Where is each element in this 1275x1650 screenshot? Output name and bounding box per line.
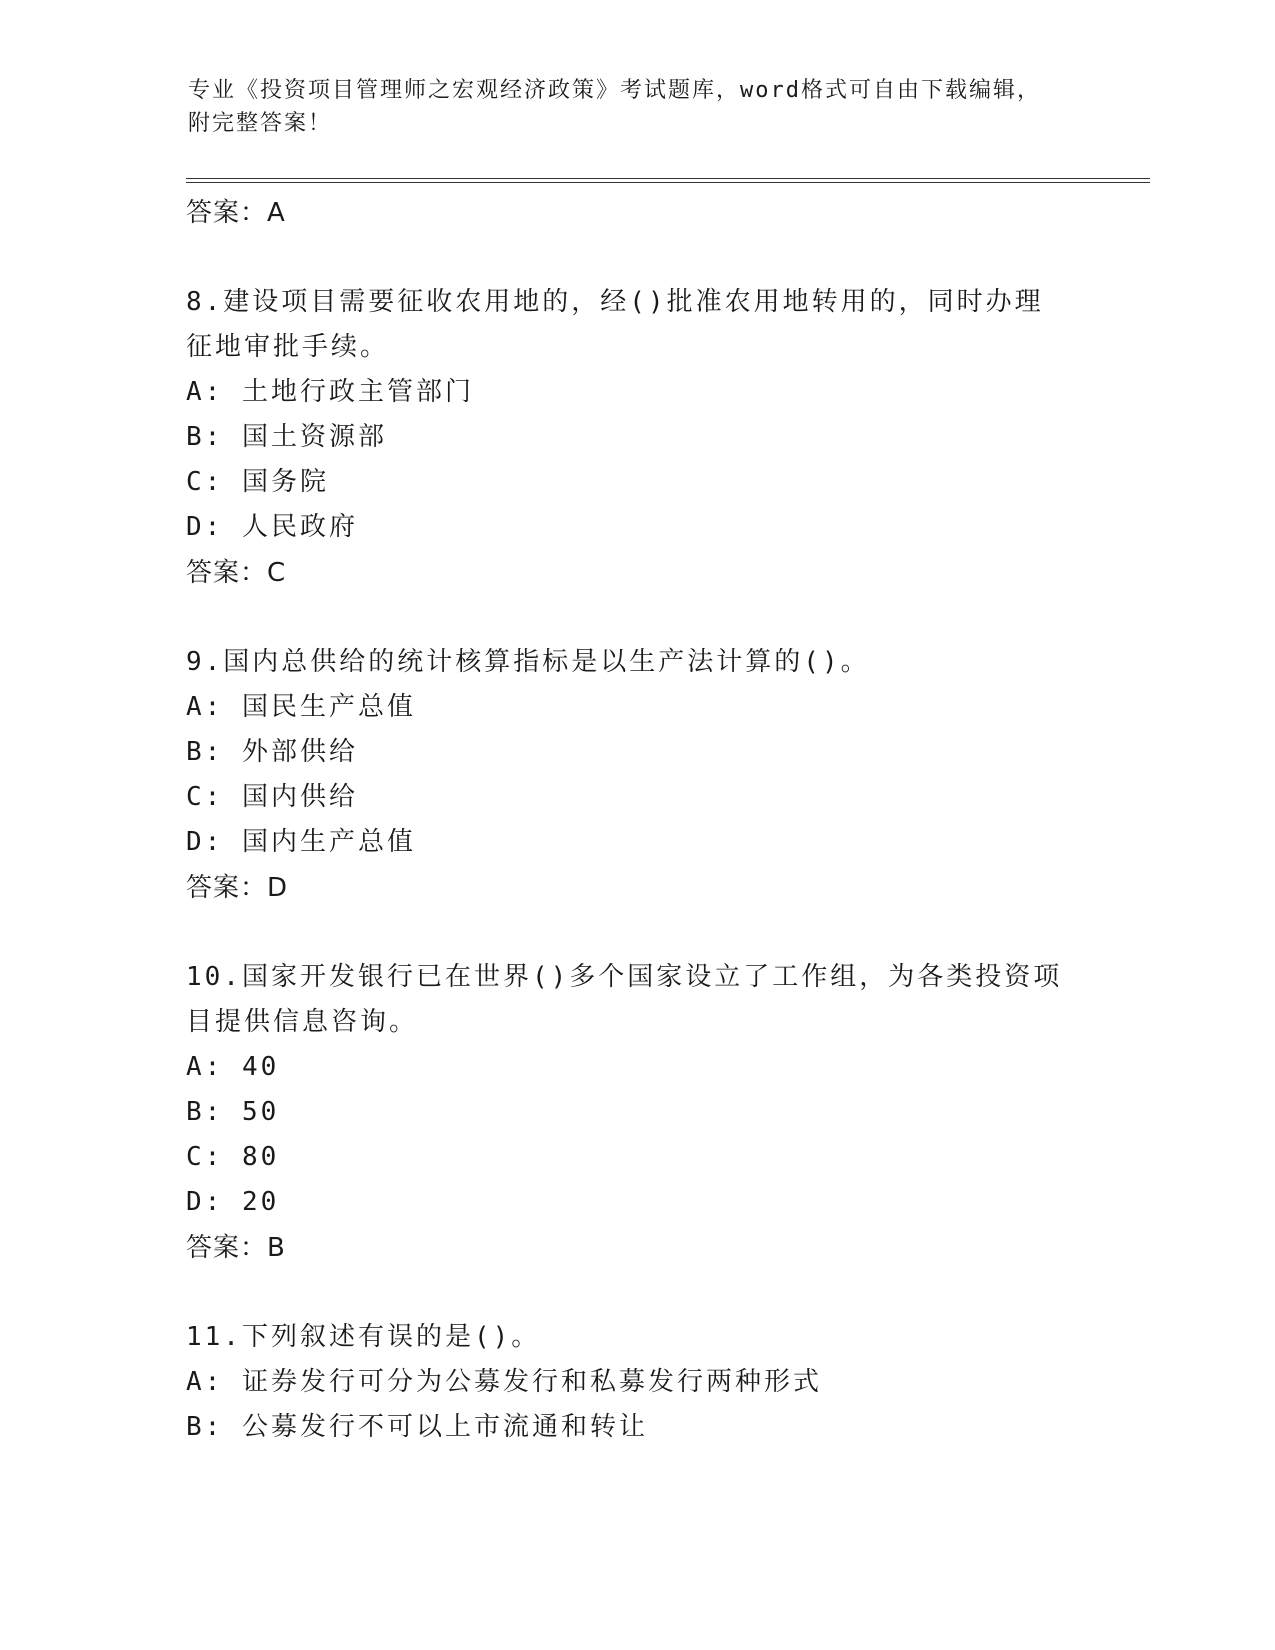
document-content [186,190,1086,1494]
question-stem: 8.建设项目需要征收农用地的，经()批准农用地转用的，同时办理征地审批手续。 [186,287,1044,362]
option-c: C: 国内供给 [186,782,358,812]
header-line-1: 专业《投资项目管理师之宏观经济政策》考试题库，word格式可自由下载编辑， [188,78,1041,103]
option-a: A: 证券发行可分为公募发行和私募发行两种形式 [186,1367,822,1397]
question-9 [186,640,1086,911]
answer-line: 答案：D [186,873,289,903]
option-c: C: 国务院 [186,467,329,497]
document-header [188,74,1088,140]
option-b: B: 公募发行不可以上市流通和转让 [186,1412,648,1442]
option-a: A: 40 [186,1052,280,1082]
option-b: B: 50 [186,1097,280,1127]
header-divider-bottom [186,182,1150,183]
answer-line: 答案：B [186,1233,286,1263]
answer-line: 答案：A [186,198,286,228]
header-divider-top [186,178,1150,179]
option-c: C: 80 [186,1142,280,1172]
header-line-2: 附完整答案！ [188,111,333,136]
answer-line: 答案：C [186,558,287,588]
question-8 [186,280,1086,596]
option-b: B: 外部供给 [186,737,358,767]
option-b: B: 国土资源部 [186,422,387,452]
option-d: D: 国内生产总值 [186,827,416,857]
option-a: A: 国民生产总值 [186,692,416,722]
option-d: D: 人民政府 [186,512,358,542]
question-10 [186,955,1086,1271]
question-stem: 9.国内总供给的统计核算指标是以生产法计算的()。 [186,647,870,677]
option-d: D: 20 [186,1187,280,1217]
option-a: A: 土地行政主管部门 [186,377,474,407]
question-11 [186,1315,1086,1450]
question-stem: 10.国家开发银行已在世界()多个国家设立了工作组，为各类投资项目提供信息咨询。 [186,962,1063,1037]
question-stem: 11.下列叙述有误的是()。 [186,1322,541,1352]
